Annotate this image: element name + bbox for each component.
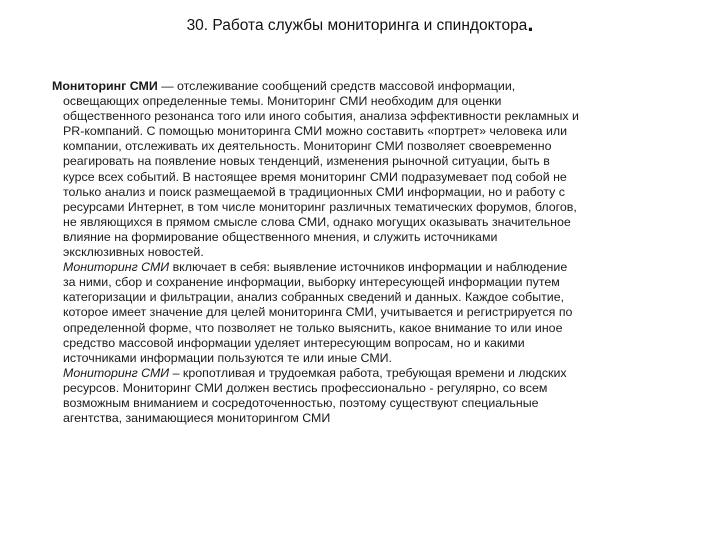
term-monitoring-smi: Мониторинг СМИ — [52, 79, 158, 93]
body-text: — отслеживание сообщений средств массовой информации, — [157, 79, 516, 93]
body-line: только анализ и поиск размещаемой в традиционных СМИ информации, но и работу с — [63, 184, 565, 199]
body-text: – кропотливая и трудоемкая работа, требующая времени и людских — [169, 365, 567, 380]
body-line: курсе всех событий. В настоящее время мониторинг СМИ подразумевает под собой не — [63, 169, 567, 184]
body-line: средство массовой информации уделяет интересующим вопросам, но и какими — [63, 335, 525, 350]
body-line: ресурсами Интернет, в том числе мониторинг различных тематических форумов, блогов, — [63, 199, 577, 214]
body-line: влияние на формирование общественного мнения, и служить источниками — [63, 229, 498, 244]
slide-title — [0, 11, 720, 36]
body-line: компании, отслеживать их деятельность. Мониторинг СМИ позволяет своевременно — [63, 139, 552, 154]
slide-body — [52, 79, 663, 426]
body-line — [63, 366, 663, 381]
slide-title-text: 30. Работа службы мониторинга и спиндоктора — [186, 17, 528, 34]
term-monitoring-smi-italic: Мониторинг СМИ — [63, 260, 170, 275]
body-line: за ними, сбор и сохранение информации, выборку интересующей информации путем — [63, 275, 560, 290]
body-line: эксклюзивных новостей. — [63, 245, 204, 260]
body-line: общественного резонанса того или иного события, анализа эффективности рекламных и — [63, 109, 579, 124]
body-line: которое имеет значение для целей мониторинга СМИ, учитывается и регистрируется по — [63, 305, 573, 320]
body-line: определенной форме, что позволяет не только выяснить, какое внимание то или иное — [63, 320, 563, 335]
body-line — [52, 79, 663, 94]
body-line — [63, 260, 663, 275]
body-line: категоризации и фильтрации, анализ собранных сведений и данных. Каждое событие, — [63, 290, 565, 305]
body-line: возможным вниманием и сосредоточенностью, поэтому существуют специальные — [63, 395, 539, 410]
body-text: включает в себя: выявление источников информации и наблюдение — [169, 260, 568, 275]
body-line: источниками информации пользуются те или иные СМИ. — [63, 350, 393, 365]
body-line: агентства, занимающиеся мониторингом СМИ — [63, 411, 331, 426]
body-line: не являющихся в прямом смысле слова СМИ, однако могущих оказывать значительное — [63, 214, 571, 229]
body-line: освещающих определенные темы. Мониторинг СМИ необходим для оценки — [63, 94, 502, 109]
body-line: реагировать на появление новых тенденций, изменения рыночной ситуации, быть в — [63, 154, 550, 169]
term-monitoring-smi-italic: Мониторинг СМИ — [63, 365, 170, 380]
body-line: PR-компаний. С помощью мониторинга СМИ можно составить «портрет» человека или — [63, 124, 568, 139]
slide-title-dot: . — [527, 11, 534, 36]
body-line: ресурсов. Мониторинг СМИ должен вестись профессионально - регулярно, со всем — [63, 380, 548, 395]
